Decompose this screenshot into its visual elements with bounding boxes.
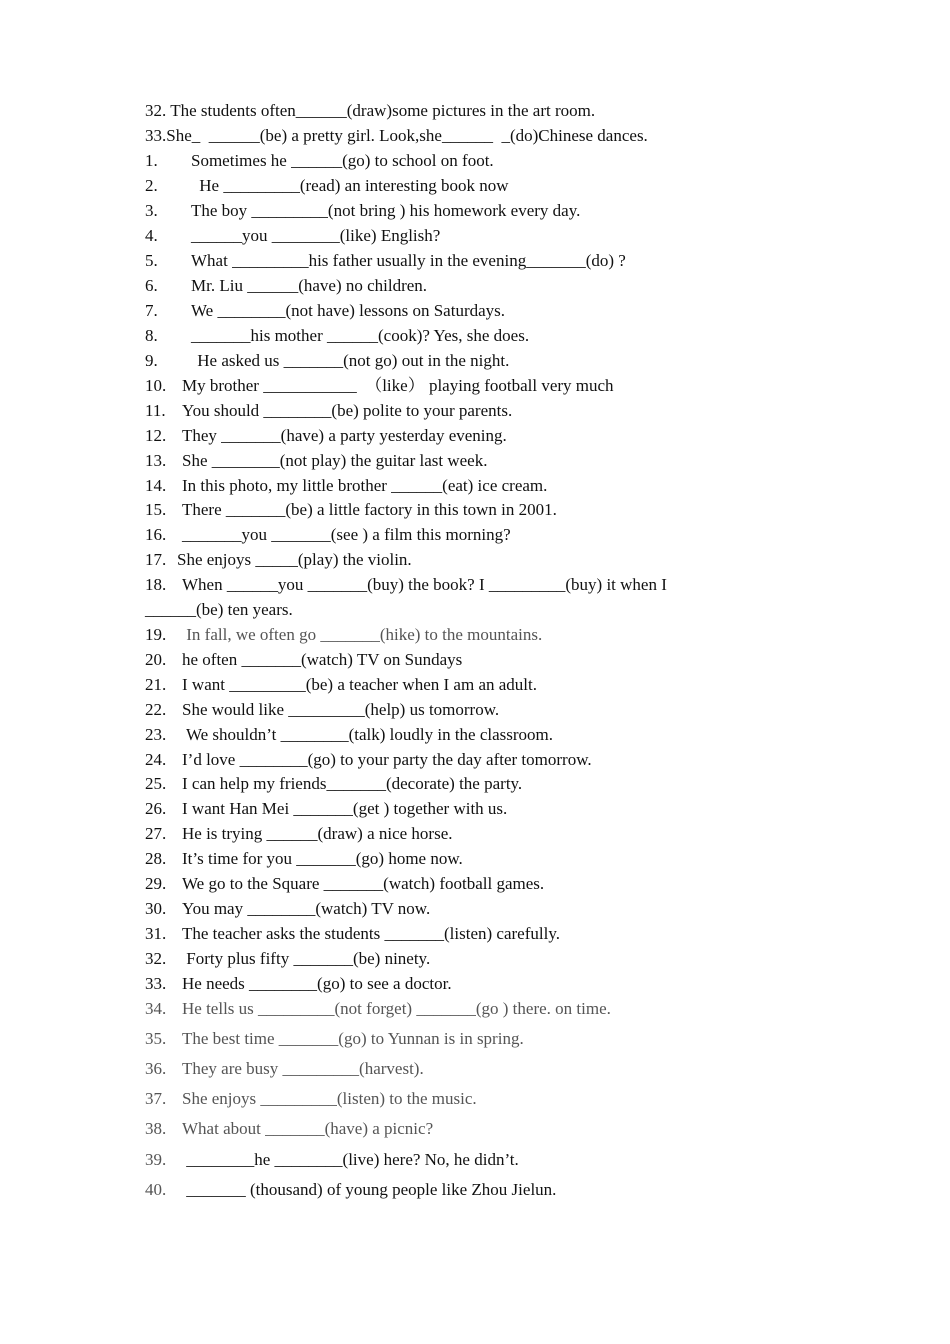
item-number: 39.	[145, 1150, 167, 1169]
item-number: 24.	[145, 750, 167, 769]
item-number: 9.	[145, 351, 158, 370]
item-text: They are busy _________(harvest).	[182, 1059, 424, 1078]
item-text: When ______you _______(buy) the book? I _________(buy) it when I	[182, 575, 667, 594]
list-item	[145, 723, 845, 747]
list-item	[145, 1148, 845, 1172]
item-number: 33.	[145, 974, 167, 993]
item-text: He is trying ______(draw) a nice horse.	[182, 824, 453, 843]
list-item	[145, 1178, 845, 1202]
item-text: _______ (thousand) of young people like Zhou Jielun.	[182, 1180, 557, 1199]
item-text: _______you _______(see ) a film this morning?	[182, 525, 511, 544]
list-item	[145, 224, 845, 248]
list-item	[145, 822, 845, 846]
item-number: 10.	[145, 376, 167, 395]
item-text: The boy _________(not bring ) his homework every day.	[191, 201, 581, 220]
list-item	[145, 249, 845, 273]
list-item	[145, 872, 845, 896]
list-item	[145, 797, 845, 821]
item-text: There _______(be) a little factory in this town in 2001.	[182, 500, 557, 519]
list-item	[145, 299, 845, 323]
item-number: 29.	[145, 874, 167, 893]
list-item	[145, 498, 845, 522]
list-item	[145, 1117, 845, 1141]
item-text: The best time _______(go) to Yunnan is in spring.	[182, 1029, 524, 1048]
item-text: She enjoys _____(play) the violin.	[177, 550, 412, 569]
item-number: 7.	[145, 301, 158, 320]
item-number: 17.	[145, 550, 167, 569]
item-number: 30.	[145, 899, 167, 918]
list-item	[145, 199, 845, 223]
item-text: The teacher asks the students _______(listen) carefully.	[182, 924, 560, 943]
list-item	[145, 274, 845, 298]
item-text: 33.She_ ______(be) a pretty girl. Look,she______ _(do)Chinese dances.	[145, 126, 648, 145]
item-number: 4.	[145, 226, 158, 245]
item-number: 40.	[145, 1180, 167, 1199]
item-text: Mr. Liu ______(have) no children.	[191, 276, 428, 295]
item-number: 5.	[145, 251, 158, 270]
item-text: ______(be) ten years.	[145, 600, 293, 619]
list-item	[145, 523, 845, 547]
item-text: In this photo, my little brother ______(eat) ice cream.	[182, 476, 548, 495]
item-text: You may ________(watch) TV now.	[182, 899, 431, 918]
item-text: ________he ________(live) here? No, he didn’t.	[182, 1150, 519, 1169]
item-number: 6.	[145, 276, 158, 295]
list-item	[145, 623, 845, 647]
item-text: he often _______(watch) TV on Sundays	[182, 650, 463, 669]
list-item	[145, 349, 845, 373]
item-number: 27.	[145, 824, 167, 843]
list-item	[145, 324, 845, 348]
list-item	[145, 748, 845, 772]
item-text: 32. The students often______(draw)some pictures in the art room.	[145, 101, 596, 120]
item-number: 28.	[145, 849, 167, 868]
list-item	[145, 1057, 845, 1081]
item-text: It’s time for you _______(go) home now.	[182, 849, 463, 868]
item-number: 3.	[145, 201, 158, 220]
list-item	[145, 174, 845, 198]
item-text: My brother ___________ （like） playing football very much	[182, 376, 614, 395]
list-item	[145, 149, 845, 173]
item-number: 21.	[145, 675, 167, 694]
list-item	[145, 449, 845, 473]
item-number: 2.	[145, 176, 158, 195]
item-number: 1.	[145, 151, 158, 170]
item-text: He needs ________(go) to see a doctor.	[182, 974, 452, 993]
list-item	[145, 474, 845, 498]
item-text: She would like _________(help) us tomorrow.	[182, 700, 500, 719]
item-text: He asked us _______(not go) out in the night.	[193, 351, 510, 370]
item-text: Sometimes he ______(go) to school on foot.	[191, 151, 494, 170]
item-number: 22.	[145, 700, 167, 719]
item-number: 34.	[145, 999, 167, 1018]
list-item	[145, 374, 845, 398]
header-item-33	[145, 124, 845, 148]
item-text: She enjoys _________(listen) to the music.	[182, 1089, 477, 1108]
item-text: In fall, we often go _______(hike) to the mountains.	[182, 625, 543, 644]
item-number: 25.	[145, 774, 167, 793]
item-text: He _________(read) an interesting book now	[195, 176, 509, 195]
list-item	[145, 947, 845, 971]
list-item	[145, 399, 845, 423]
list-item	[145, 1087, 845, 1111]
item-number: 8.	[145, 326, 158, 345]
list-item	[145, 772, 845, 796]
list-item	[145, 698, 845, 722]
item-text: You should ________(be) polite to your parents.	[182, 401, 513, 420]
item-number: 36.	[145, 1059, 167, 1078]
list-item	[145, 673, 845, 697]
item-number: 11.	[145, 401, 166, 420]
item-number: 12.	[145, 426, 167, 445]
item-number: 13.	[145, 451, 167, 470]
item-number: 37.	[145, 1089, 167, 1108]
list-item	[145, 548, 845, 572]
item-number: 15.	[145, 500, 167, 519]
item-text: What _________his father usually in the evening_______(do) ?	[191, 251, 626, 270]
list-item	[145, 573, 845, 597]
item-number: 31.	[145, 924, 167, 943]
list-item-continuation	[145, 598, 845, 622]
item-text: I want _________(be) a teacher when I am an adult.	[182, 675, 537, 694]
item-text: I’d love ________(go) to your party the day after tomorrow.	[182, 750, 592, 769]
header-item-32	[145, 99, 845, 123]
item-text: I want Han Mei _______(get ) together with us.	[182, 799, 508, 818]
item-number: 19.	[145, 625, 167, 644]
list-item	[145, 922, 845, 946]
item-number: 14.	[145, 476, 167, 495]
list-item	[145, 972, 845, 996]
item-text: We shouldn’t ________(talk) loudly in the classroom.	[182, 725, 554, 744]
item-number: 35.	[145, 1029, 167, 1048]
item-text: Forty plus fifty _______(be) ninety.	[182, 949, 431, 968]
item-text: He tells us _________(not forget) _______(go ) there. on time.	[182, 999, 611, 1018]
item-number: 32.	[145, 949, 167, 968]
item-number: 38.	[145, 1119, 167, 1138]
list-item	[145, 897, 845, 921]
item-number: 18.	[145, 575, 167, 594]
item-number: 23.	[145, 725, 167, 744]
item-number: 16.	[145, 525, 167, 544]
item-text: ______you ________(like) English?	[191, 226, 441, 245]
list-item	[145, 997, 845, 1021]
list-item	[145, 648, 845, 672]
list-item	[145, 424, 845, 448]
list-item	[145, 1027, 845, 1051]
item-text: _______his mother ______(cook)? Yes, she does.	[191, 326, 530, 345]
item-text: What about _______(have) a picnic?	[182, 1119, 434, 1138]
item-number: 26.	[145, 799, 167, 818]
item-text: They _______(have) a party yesterday evening.	[182, 426, 507, 445]
item-text: We go to the Square _______(watch) football games.	[182, 874, 545, 893]
item-number: 20.	[145, 650, 167, 669]
item-text: She ________(not play) the guitar last week.	[182, 451, 488, 470]
list-item	[145, 847, 845, 871]
item-text: We ________(not have) lessons on Saturdays.	[191, 301, 506, 320]
item-text: I can help my friends_______(decorate) the party.	[182, 774, 523, 793]
